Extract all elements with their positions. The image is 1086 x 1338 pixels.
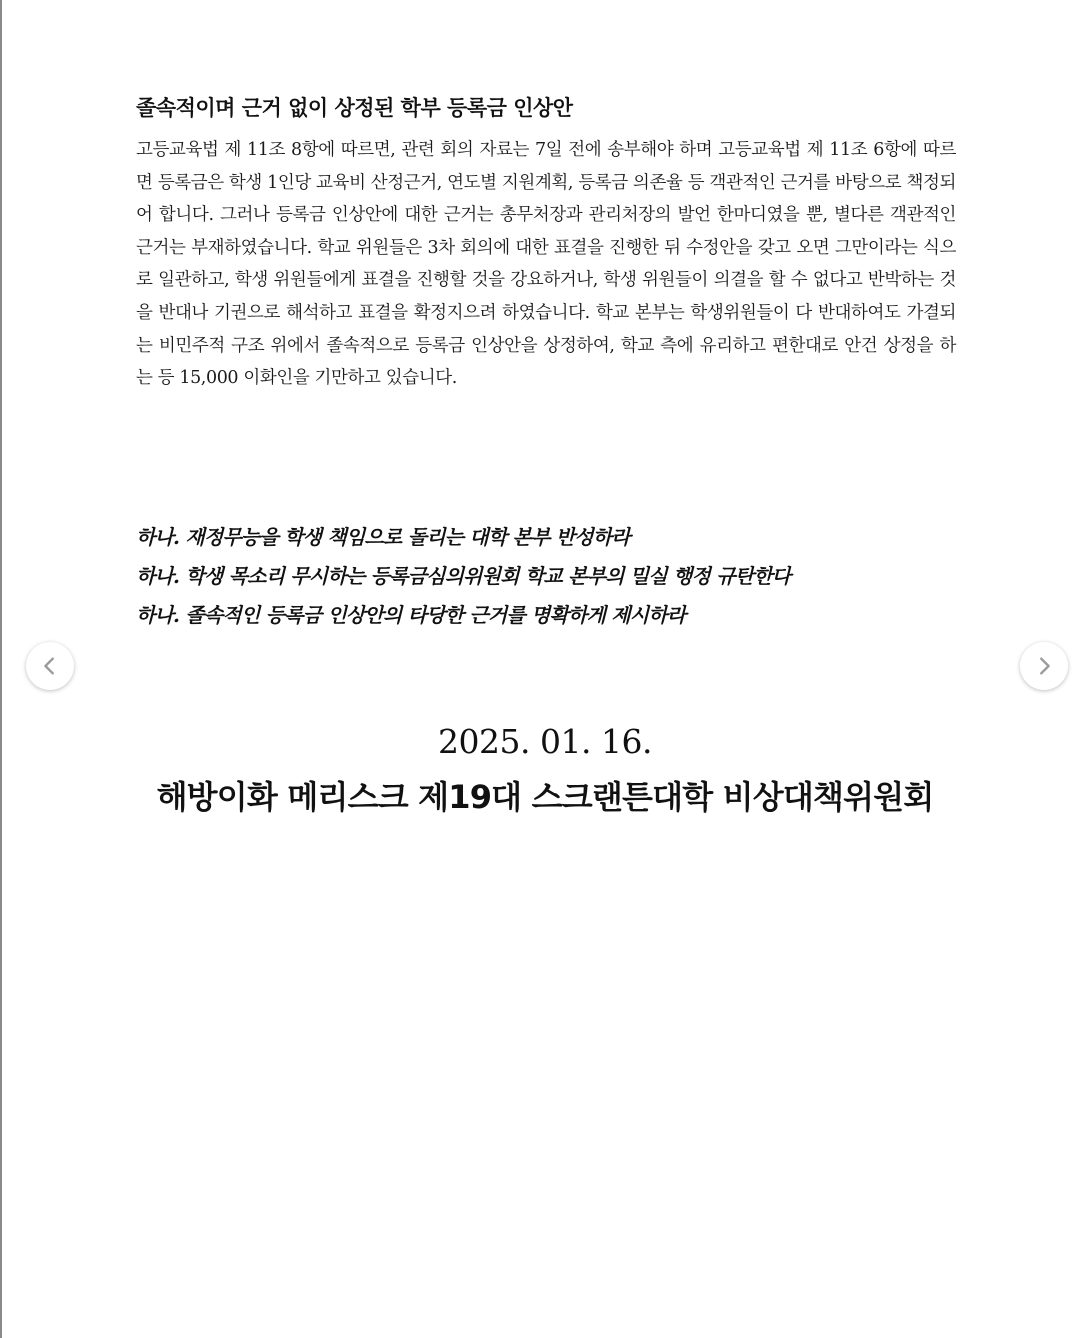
chevron-left-icon (39, 655, 61, 677)
next-slide-button[interactable] (1020, 642, 1068, 690)
resolution-item: 하나. 재정무능을 학생 책임으로 돌리는 대학 본부 반성하라 (136, 525, 630, 549)
statement-date: 2025. 01. 16. (438, 722, 652, 761)
resolution-item: 하나. 학생 목소리 무시하는 등록금심의위원회 학교 본부의 밀실 행정 규탄한다 (136, 564, 791, 588)
resolution-item: 하나. 졸속적인 등록금 인상안의 타당한 근거를 명확하게 제시하라 (136, 603, 686, 627)
post-body: 고등교육법 제 11조 8항에 따르면, 관련 회의 자료는 7일 전에 송부해야 하며 고등교육법 제 11조 6항에 따르면 등록금은 학생 1인당 교육비 산정근거, 연도별 지원계획, 등록금 의존율 등 객관적인 근거를 바탕으로 책정되어 합니다. 그러나 등록금 인상안에 대한 근거는 총무처장과 관리처장의 발언 한마디였을 뿐, 별다른 객관적인 근거는 부재하였습니다. 학교 위원들은 3차 회의에 대한 표결을 진행한 뒤 수정안을 갖고 오면 그만이라는 식으로 일관하고, 학생 위원들에게 표결을 진행할 것을 강요하거나, 학생 위원들이 의결을 할 수 없다고 반박하는 것을 반대나 기권으로 해석하고 표결을 확정지으려 하였습니다. 학교 본부는 학생위원들이 다 반대하여도 가결되는 비민주적 구조 위에서 졸속적으로 등록금 인상안을 상정하여, 학교 측에 유리하고 편한대로 안건 상정을 하는 등 15,000 이화인을 기만하고 있습니다. (136, 140, 956, 389)
statement-signature: 해방이화 메리스크 제19대 스크랜튼대학 비상대책위원회 (156, 778, 934, 816)
resolutions-list (136, 518, 996, 635)
post-heading: 졸속적이며 근거 없이 상정된 학부 등록금 인상안 (136, 96, 573, 120)
chevron-right-icon (1033, 655, 1055, 677)
previous-slide-button[interactable] (26, 642, 74, 690)
